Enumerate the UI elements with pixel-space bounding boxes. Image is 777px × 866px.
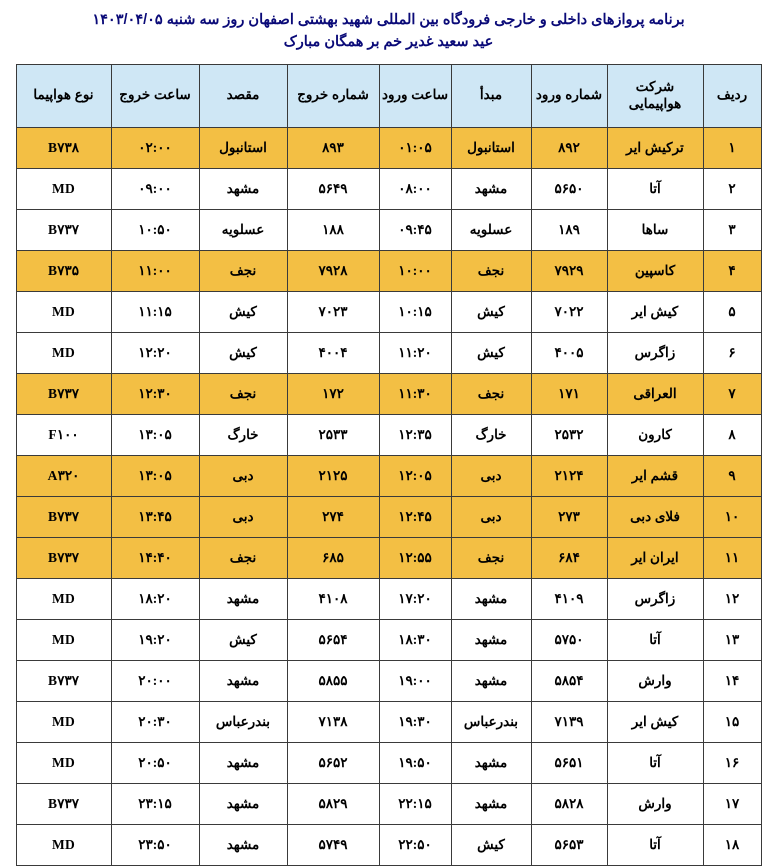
table-row [16,742,761,783]
cell-departure-number: ۲۵۳۳ [287,414,379,455]
cell-row-number: ۱۱ [703,537,761,578]
table-row [16,291,761,332]
cell-departure-time: ۱۲:۳۰ [111,373,199,414]
cell-origin: کیش [451,332,531,373]
cell-departure-time: ۲۰:۳۰ [111,701,199,742]
cell-departure-time: ۲۰:۵۰ [111,742,199,783]
cell-row-number: ۲ [703,168,761,209]
cell-departure-number: ۱۷۲ [287,373,379,414]
cell-arrival-time: ۱۸:۳۰ [379,619,451,660]
cell-arrival-time: ۱۰:۱۵ [379,291,451,332]
cell-destination: دبی [199,455,287,496]
cell-destination: مشهد [199,660,287,701]
cell-aircraft-type: MD [16,701,111,742]
cell-row-number: ۴ [703,250,761,291]
cell-arrival-time: ۱۱:۳۰ [379,373,451,414]
cell-arrival-number: ۷۹۲۹ [531,250,607,291]
cell-airline: ایران ایر [607,537,703,578]
table-body [16,127,761,865]
cell-arrival-time: ۰۸:۰۰ [379,168,451,209]
cell-origin: مشهد [451,168,531,209]
cell-row-number: ۱۵ [703,701,761,742]
column-header-row-number: ردیف [703,64,761,127]
cell-row-number: ۷ [703,373,761,414]
cell-departure-number: ۲۷۴ [287,496,379,537]
cell-departure-time: ۰۹:۰۰ [111,168,199,209]
cell-departure-number: ۵۸۵۵ [287,660,379,701]
cell-airline: کیش ایر [607,701,703,742]
cell-arrival-time: ۱۹:۳۰ [379,701,451,742]
cell-aircraft-type: MD [16,824,111,865]
cell-arrival-time: ۱۲:۵۵ [379,537,451,578]
cell-aircraft-type: B۷۳۷ [16,373,111,414]
cell-arrival-number: ۵۷۵۰ [531,619,607,660]
cell-arrival-number: ۲۱۲۴ [531,455,607,496]
cell-destination: دبی [199,496,287,537]
table-row [16,250,761,291]
cell-destination: نجف [199,537,287,578]
cell-arrival-number: ۶۸۴ [531,537,607,578]
cell-arrival-number: ۵۶۵۰ [531,168,607,209]
cell-departure-time: ۲۰:۰۰ [111,660,199,701]
cell-departure-time: ۱۳:۰۵ [111,455,199,496]
cell-row-number: ۱۲ [703,578,761,619]
cell-airline: العراقی [607,373,703,414]
cell-departure-number: ۶۸۵ [287,537,379,578]
cell-destination: کیش [199,619,287,660]
column-header-departure-number: شماره خروج [287,64,379,127]
cell-row-number: ۱۶ [703,742,761,783]
cell-destination: خارگ [199,414,287,455]
cell-origin: مشهد [451,578,531,619]
cell-row-number: ۱۸ [703,824,761,865]
cell-airline: ترکیش ایر [607,127,703,168]
cell-aircraft-type: B۷۳۸ [16,127,111,168]
cell-airline: کاسپین [607,250,703,291]
cell-airline: آتا [607,168,703,209]
cell-aircraft-type: B۷۳۷ [16,660,111,701]
cell-origin: دبی [451,455,531,496]
cell-aircraft-type: MD [16,578,111,619]
cell-aircraft-type: B۷۳۷ [16,496,111,537]
cell-airline: زاگرس [607,578,703,619]
table-header [16,64,761,127]
cell-origin: مشهد [451,660,531,701]
cell-arrival-number: ۲۵۳۲ [531,414,607,455]
cell-arrival-time: ۱۲:۳۵ [379,414,451,455]
table-row [16,578,761,619]
cell-aircraft-type: B۷۳۷ [16,537,111,578]
flight-schedule-table [16,64,762,866]
cell-departure-time: ۱۱:۱۵ [111,291,199,332]
cell-destination: کیش [199,332,287,373]
cell-arrival-number: ۴۱۰۹ [531,578,607,619]
cell-origin: عسلویه [451,209,531,250]
table-row [16,127,761,168]
cell-row-number: ۱۴ [703,660,761,701]
table-row [16,824,761,865]
cell-arrival-time: ۰۱:۰۵ [379,127,451,168]
cell-origin: دبی [451,496,531,537]
cell-arrival-time: ۱۹:۰۰ [379,660,451,701]
cell-departure-time: ۱۲:۲۰ [111,332,199,373]
cell-departure-number: ۵۷۴۹ [287,824,379,865]
cell-departure-time: ۰۲:۰۰ [111,127,199,168]
cell-origin: مشهد [451,783,531,824]
cell-origin: نجف [451,250,531,291]
cell-arrival-number: ۷۱۳۹ [531,701,607,742]
cell-arrival-number: ۲۷۳ [531,496,607,537]
table-header-row [16,64,761,127]
cell-departure-time: ۱۹:۲۰ [111,619,199,660]
cell-arrival-time: ۱۰:۰۰ [379,250,451,291]
page-title-line-1: برنامه پروازهای داخلی و خارجی فرودگاه بین المللی شهید بهشتی اصفهان روز سه شنبه ۱۴۰۳/۰۴/۰۵ [92,12,685,28]
cell-arrival-number: ۸۹۲ [531,127,607,168]
cell-arrival-number: ۵۸۵۴ [531,660,607,701]
cell-aircraft-type: MD [16,742,111,783]
column-header-aircraft-type: نوع هواپیما [16,64,111,127]
cell-destination: استانبول [199,127,287,168]
cell-aircraft-type: B۷۳۵ [16,250,111,291]
cell-row-number: ۹ [703,455,761,496]
cell-airline: قشم ایر [607,455,703,496]
table-row [16,619,761,660]
cell-origin: استانبول [451,127,531,168]
cell-departure-time: ۲۳:۱۵ [111,783,199,824]
cell-departure-number: ۵۸۲۹ [287,783,379,824]
cell-aircraft-type: MD [16,168,111,209]
cell-row-number: ۵ [703,291,761,332]
cell-departure-time: ۱۰:۵۰ [111,209,199,250]
cell-arrival-number: ۴۰۰۵ [531,332,607,373]
cell-arrival-number: ۱۸۹ [531,209,607,250]
cell-arrival-number: ۷۰۲۲ [531,291,607,332]
cell-origin: مشهد [451,619,531,660]
cell-airline: کیش ایر [607,291,703,332]
table-row [16,414,761,455]
column-header-airline: شرکت هواپیمایی [607,64,703,127]
cell-airline: آتا [607,619,703,660]
cell-destination: مشهد [199,824,287,865]
cell-arrival-time: ۱۹:۵۰ [379,742,451,783]
cell-destination: عسلویه [199,209,287,250]
cell-departure-number: ۸۹۳ [287,127,379,168]
cell-destination: مشهد [199,168,287,209]
cell-row-number: ۳ [703,209,761,250]
cell-aircraft-type: B۷۳۷ [16,783,111,824]
cell-departure-number: ۷۱۳۸ [287,701,379,742]
cell-departure-time: ۱۳:۴۵ [111,496,199,537]
cell-arrival-time: ۱۲:۴۵ [379,496,451,537]
table-row [16,660,761,701]
cell-destination: نجف [199,250,287,291]
cell-airline: وارش [607,660,703,701]
cell-origin: نجف [451,537,531,578]
cell-departure-time: ۱۴:۴۰ [111,537,199,578]
cell-departure-number: ۲۱۲۵ [287,455,379,496]
cell-row-number: ۸ [703,414,761,455]
cell-departure-number: ۵۶۵۴ [287,619,379,660]
cell-row-number: ۱۰ [703,496,761,537]
table-row [16,209,761,250]
cell-destination: کیش [199,291,287,332]
cell-row-number: ۱۷ [703,783,761,824]
cell-arrival-number: ۵۶۵۳ [531,824,607,865]
cell-departure-number: ۵۶۴۹ [287,168,379,209]
cell-arrival-time: ۱۲:۰۵ [379,455,451,496]
page-title [0,0,777,60]
cell-airline: فلای دبی [607,496,703,537]
cell-departure-number: ۴۱۰۸ [287,578,379,619]
cell-destination: نجف [199,373,287,414]
page-title-line-2: عید سعید غدیر خم بر همگان مبارک [283,33,494,50]
cell-departure-time: ۱۸:۲۰ [111,578,199,619]
cell-aircraft-type: MD [16,332,111,373]
cell-destination: مشهد [199,742,287,783]
cell-aircraft-type: A۳۲۰ [16,455,111,496]
table-row [16,373,761,414]
cell-aircraft-type: MD [16,619,111,660]
column-header-arrival-time: ساعت ورود [379,64,451,127]
cell-arrival-time: ۲۲:۵۰ [379,824,451,865]
column-header-departure-time: ساعت خروج [111,64,199,127]
cell-origin: خارگ [451,414,531,455]
cell-destination: مشهد [199,578,287,619]
cell-row-number: ۶ [703,332,761,373]
cell-airline: زاگرس [607,332,703,373]
cell-destination: مشهد [199,783,287,824]
cell-origin: بندرعباس [451,701,531,742]
cell-departure-number: ۱۸۸ [287,209,379,250]
table-row [16,168,761,209]
cell-origin: کیش [451,291,531,332]
cell-departure-number: ۷۹۲۸ [287,250,379,291]
cell-arrival-time: ۲۲:۱۵ [379,783,451,824]
cell-arrival-time: ۰۹:۴۵ [379,209,451,250]
table-row [16,783,761,824]
cell-arrival-time: ۱۱:۲۰ [379,332,451,373]
cell-airline: آتا [607,742,703,783]
column-header-origin: مبدأ [451,64,531,127]
cell-departure-time: ۱۳:۰۵ [111,414,199,455]
table-row [16,701,761,742]
cell-origin: کیش [451,824,531,865]
cell-departure-number: ۷۰۲۳ [287,291,379,332]
cell-airline: وارش [607,783,703,824]
cell-row-number: ۱ [703,127,761,168]
cell-arrival-time: ۱۷:۲۰ [379,578,451,619]
cell-row-number: ۱۳ [703,619,761,660]
cell-airline: ساها [607,209,703,250]
cell-departure-time: ۱۱:۰۰ [111,250,199,291]
cell-aircraft-type: B۷۳۷ [16,209,111,250]
table-row [16,496,761,537]
table-row [16,455,761,496]
cell-origin: مشهد [451,742,531,783]
cell-departure-number: ۵۶۵۲ [287,742,379,783]
cell-origin: نجف [451,373,531,414]
cell-aircraft-type: F۱۰۰ [16,414,111,455]
cell-aircraft-type: MD [16,291,111,332]
cell-departure-number: ۴۰۰۴ [287,332,379,373]
cell-airline: کارون [607,414,703,455]
cell-departure-time: ۲۳:۵۰ [111,824,199,865]
cell-airline: آتا [607,824,703,865]
column-header-destination: مقصد [199,64,287,127]
table-row [16,537,761,578]
cell-arrival-number: ۵۸۲۸ [531,783,607,824]
cell-destination: بندرعباس [199,701,287,742]
table-row [16,332,761,373]
column-header-arrival-number: شماره ورود [531,64,607,127]
cell-arrival-number: ۱۷۱ [531,373,607,414]
cell-arrival-number: ۵۶۵۱ [531,742,607,783]
